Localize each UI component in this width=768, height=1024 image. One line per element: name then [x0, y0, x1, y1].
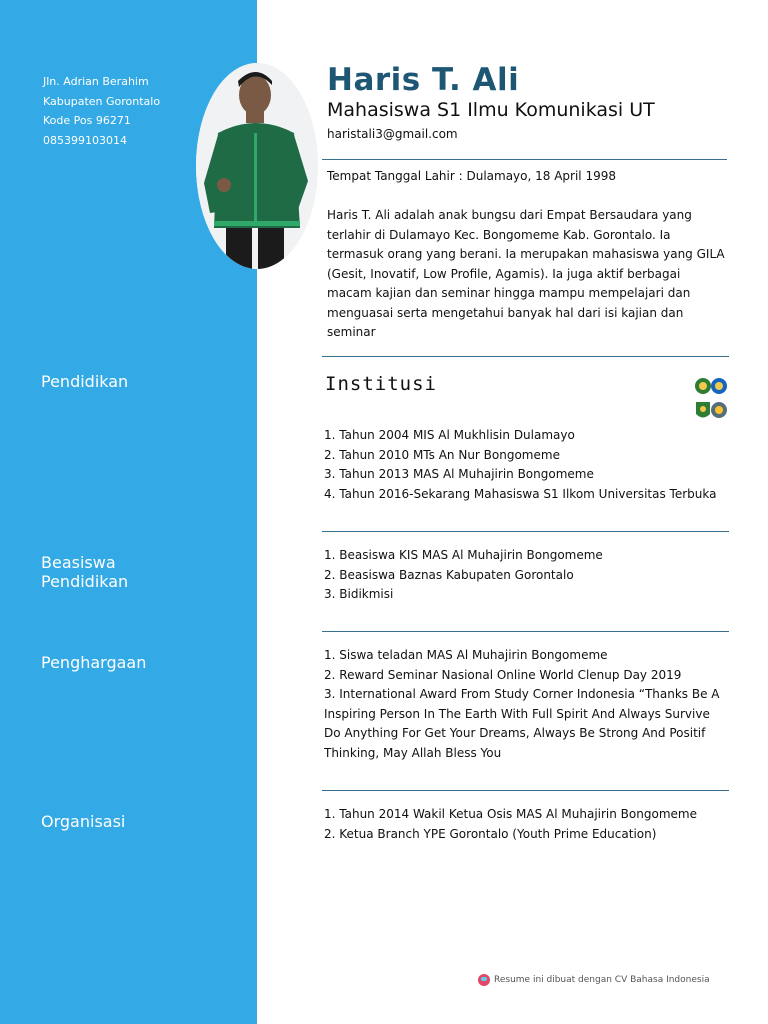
list-item: 4. Tahun 2016-Sekarang Mahasiswa S1 Ilkom Universitas Terbuka: [324, 486, 717, 501]
list-item: 1. Siswa teladan MAS Al Muhajirin Bongomeme: [324, 648, 608, 662]
divider: [322, 790, 729, 791]
education-list: [324, 426, 728, 504]
institution-logos: [694, 374, 728, 422]
section-label-beasiswa: [41, 553, 128, 591]
section-label-organisasi: Organisasi: [41, 812, 126, 831]
list-item: 2. Reward Seminar Nasional Online World Clenup Day 2019: [324, 667, 682, 682]
list-item: 3. International Award From Study Corner Indonesia “Thanks Be A Inspiring Person In The Earth With Full Spirit And Always Survive Do Anything For Get Your Dreams, Always Be Strong And Positif Thinking, May Allah Bless You: [324, 687, 720, 760]
organization-list: [324, 805, 728, 844]
list-item: 1. Beasiswa KIS MAS Al Muhajirin Bongomeme: [324, 548, 603, 562]
footer-text: Resume ini dibuat dengan CV Bahasa Indonesia: [494, 975, 710, 985]
address-line-1: Jln. Adrian Berahim: [43, 75, 149, 88]
section-label-pendidikan: Pendidikan: [41, 372, 129, 391]
address-line-2: Kabupaten Gorontalo: [43, 94, 161, 108]
about-paragraph: Haris T. Ali adalah anak bungsu dari Empat Bersaudara yang terlahir di Dulamayo Kec. Bongomeme Kab. Gorontalo. Ia termasuk orang yang berani. Ia merupakan mahasiswa yang GILA (Gesit, Inovatif, Low Profile, Agamis). Ia juga aktif berbagai macam kajian dan seminar hingga mampu mempelajari dan menguasai serta mengetahui banyak hal dari isi kajian dan seminar: [327, 208, 725, 339]
section-label-line: Pendidikan: [41, 572, 129, 591]
scholarship-list: [324, 546, 728, 605]
section-label-line: Beasiswa: [41, 553, 116, 572]
cv-logo-icon: [478, 974, 490, 986]
award-list: [324, 646, 728, 764]
postal-code: Kode Pos 96271: [43, 114, 131, 127]
divider: [322, 159, 727, 160]
divider: [322, 356, 729, 357]
divider: [322, 531, 729, 532]
institusi-heading: Institusi: [325, 373, 437, 395]
birth-info: Tempat Tanggal Lahir : Dulamayo, 18 April 1998: [327, 169, 616, 183]
person-name: Haris T. Ali: [327, 62, 520, 98]
list-item: 2. Beasiswa Baznas Kabupaten Gorontalo: [324, 567, 574, 582]
person-photo-icon: [196, 63, 318, 269]
list-item: 1. Tahun 2004 MIS Al Mukhlisin Dulamayo: [324, 428, 575, 442]
phone-number: 085399103014: [43, 133, 127, 147]
institution-logo-icon: [694, 374, 728, 422]
footer: [478, 974, 710, 986]
list-item: 2. Ketua Branch YPE Gorontalo (Youth Prime Education): [324, 826, 657, 841]
divider: [322, 631, 729, 632]
email-address[interactable]: haristali3@gmail.com: [327, 127, 458, 141]
profile-photo: [196, 63, 318, 269]
contact-info: [43, 72, 160, 150]
list-item: 3. Tahun 2013 MAS Al Muhajirin Bongomeme: [324, 467, 594, 482]
list-item: 1. Tahun 2014 Wakil Ketua Osis MAS Al Muhajirin Bongomeme: [324, 807, 697, 821]
section-label-penghargaan: Penghargaan: [41, 653, 147, 672]
list-item: 2. Tahun 2010 MTs An Nur Bongomeme: [324, 447, 560, 462]
person-title: Mahasiswa S1 Ilmu Komunikasi UT: [327, 99, 655, 121]
list-item: 3. Bidikmisi: [324, 587, 394, 602]
